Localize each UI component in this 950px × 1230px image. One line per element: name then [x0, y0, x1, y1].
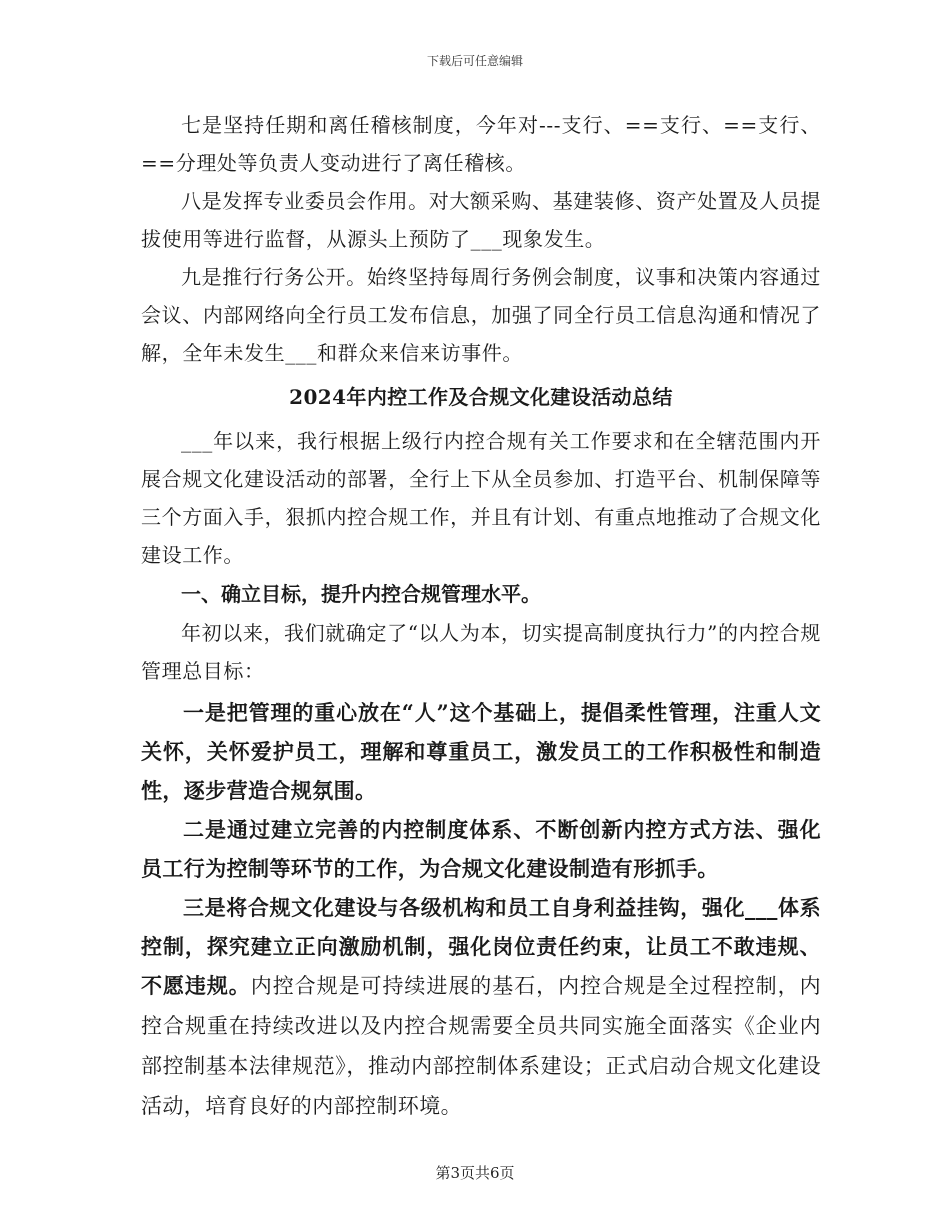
paragraph-9: 九是推行行务公开。始终坚持每周行务例会制度，议事和决策内容通过会议、内部网络向全行员工发布信息，加强了同全行员工信息沟通和情况了解，全年未发生___和群众来信来访事件。: [141, 265, 821, 365]
document-body: [141, 106, 821, 1126]
point-3-bold-text: 三是将合规文化建设与各级机构和员工自身利益挂钩，强化___体系控制，探究建立正向激励机制，强化岗位责任约束，让员工不敢违规、不愿违规。: [141, 895, 821, 998]
paragraph-7: 七是坚持任期和离任稽核制度，今年对---支行、==支行、==支行、==分理处等负责人变动进行了离任稽核。: [141, 113, 821, 175]
section-1-lead: 年初以来，我们就确定了“以人为本，切实提高制度执行力”的内控合规管理总目标：: [141, 621, 821, 683]
point-2: 二是通过建立完善的内控制度体系、不断创新内控方式方法、强化员工行为控制等环节的工作，为合规文化建设制造有形抓手。: [141, 817, 821, 881]
section-1-heading: 一、确立目标，提升内控合规管理水平。: [181, 582, 541, 606]
header-note: 下载后可任意编辑: [426, 54, 523, 68]
point-1: 一是把管理的重心放在“人”这个基础上，提倡柔性管理，注重人文关怀，关怀爱护员工，理解和尊重员工，激发员工的工作积极性和制造性，逐步营造合规氛围。: [141, 700, 821, 803]
paragraph-8: 八是发挥专业委员会作用。对大额采购、基建装修、资产处置及人员提拔使用等进行监督，从源头上预防了___现象发生。: [141, 189, 821, 251]
intro-paragraph: ___年以来，我行根据上级行内控合规有关工作要求和在全辖范围内开展合规文化建设活动的部署，全行上下从全员参加、打造平台、机制保障等三个方面入手，狠抓内控合规工作，并且有计划、有重点地推动了合规文化建设工作。: [141, 429, 821, 567]
point-3-normal-text: 内控合规是可持续进展的基石，内控合规是全过程控制，内控合规重在持续改进以及内控合规需要全员共同实施全面落实《企业内部控制基本法律规范》，推动内部控制体系建设；正式启动合规文化建设活动，培育良好的内部控制环境。: [141, 974, 821, 1118]
page-number: 第3页共6页: [435, 1164, 515, 1182]
point-3: [141, 888, 821, 1126]
document-title: 2024年内控工作及合规文化建设活动总结: [289, 385, 673, 409]
